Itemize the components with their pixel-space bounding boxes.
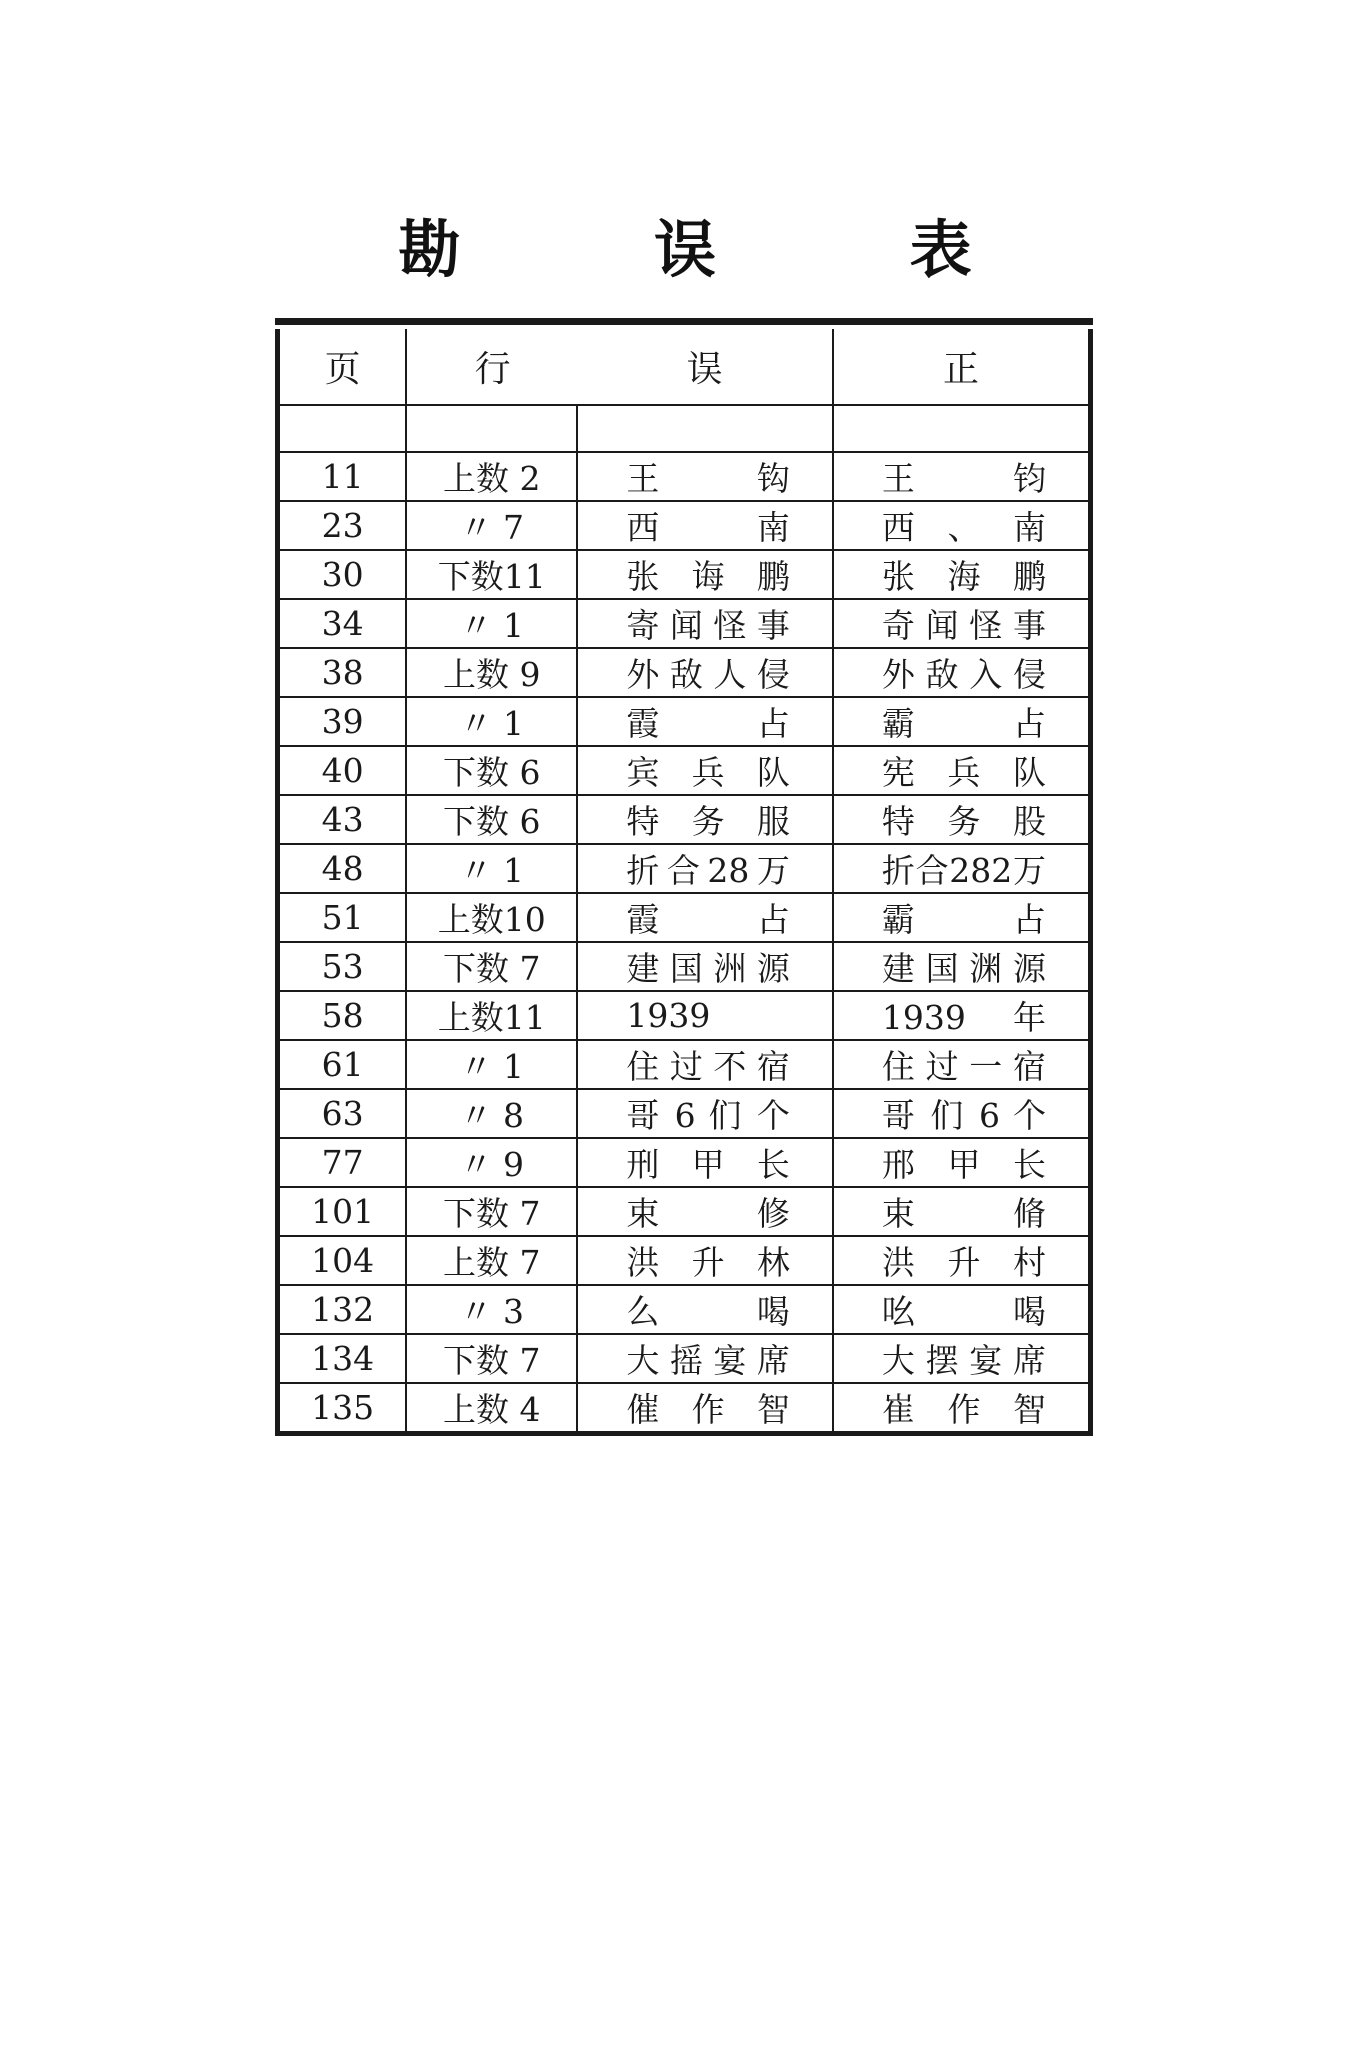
cell-wrong: 1939 — [577, 991, 833, 1040]
cell-wrong: 霞 占 — [577, 893, 833, 942]
table-row — [278, 746, 1091, 795]
cell-line: 〃 7 — [406, 501, 577, 550]
cell-page: 101 — [278, 1187, 407, 1236]
cell-line: 〃 1 — [406, 599, 577, 648]
cell-wrong: 霞 占 — [577, 697, 833, 746]
cell-right: 特 务 股 — [833, 795, 1091, 844]
table-row — [278, 1285, 1091, 1334]
cell-right: 张 海 鹏 — [833, 550, 1091, 599]
cell-line: 〃 8 — [406, 1089, 577, 1138]
header-line: 行 — [474, 349, 511, 390]
cell-wrong: 折合28万 — [577, 844, 833, 893]
cell-page: 77 — [278, 1138, 407, 1187]
cell-line: 上数 4 — [406, 1383, 577, 1434]
table-row — [278, 1236, 1091, 1285]
cell-line: 上数10 — [406, 893, 577, 942]
errata-table-container — [275, 318, 1093, 1436]
cell-right: 大摆宴席 — [833, 1334, 1091, 1383]
cell-wrong: 特 务 服 — [577, 795, 833, 844]
table-row — [278, 648, 1091, 697]
cell-page: 43 — [278, 795, 407, 844]
table-row — [278, 501, 1091, 550]
cell-line: 〃 3 — [406, 1285, 577, 1334]
cell-page: 132 — [278, 1285, 407, 1334]
cell-line: 下数 7 — [406, 1187, 577, 1236]
cell-page: 63 — [278, 1089, 407, 1138]
table-row — [278, 599, 1091, 648]
cell-wrong: 催 作 智 — [577, 1383, 833, 1434]
cell-right: 住过一宿 — [833, 1040, 1091, 1089]
table-row — [278, 1187, 1091, 1236]
table-row — [278, 1089, 1091, 1138]
cell-wrong: 刑 甲 长 — [577, 1138, 833, 1187]
cell-right: 折合282万 — [833, 844, 1091, 893]
cell-wrong: 建国洲源 — [577, 942, 833, 991]
header-row — [278, 329, 1091, 405]
header-right: 正 — [833, 329, 1091, 405]
table-row — [278, 1383, 1091, 1434]
table-row — [278, 1040, 1091, 1089]
page-title: 勘 误 表 — [398, 213, 1058, 286]
cell-right: 束 脩 — [833, 1187, 1091, 1236]
cell-right: 建国渊源 — [833, 942, 1091, 991]
cell-line: 上数 9 — [406, 648, 577, 697]
cell-wrong: 住过不宿 — [577, 1040, 833, 1089]
cell-wrong: 大摇宴席 — [577, 1334, 833, 1383]
cell-right: 洪 升 村 — [833, 1236, 1091, 1285]
cell-line: 上数 2 — [406, 452, 577, 501]
cell-page: 23 — [278, 501, 407, 550]
cell-page: 134 — [278, 1334, 407, 1383]
cell-wrong: 哥 6 们 个 — [577, 1089, 833, 1138]
table-row — [278, 1334, 1091, 1383]
header-page: 页 — [278, 329, 407, 405]
cell-right: 1939年 — [833, 991, 1091, 1040]
cell-wrong: 么 喝 — [577, 1285, 833, 1334]
cell-right: 哥 们 6 个 — [833, 1089, 1091, 1138]
cell-right: 霸 占 — [833, 697, 1091, 746]
table-row — [278, 991, 1091, 1040]
header-line-wrong — [406, 329, 833, 405]
table-row — [278, 893, 1091, 942]
cell-page: 104 — [278, 1236, 407, 1285]
cell-line: 下数11 — [406, 550, 577, 599]
cell-page: 34 — [278, 599, 407, 648]
cell-page: 11 — [278, 452, 407, 501]
cell-line: 上数11 — [406, 991, 577, 1040]
table-row — [278, 1138, 1091, 1187]
cell-page: 58 — [278, 991, 407, 1040]
cell-line: 〃 1 — [406, 1040, 577, 1089]
cell-page: 30 — [278, 550, 407, 599]
cell-right: 西、南 — [833, 501, 1091, 550]
top-rule — [275, 318, 1093, 325]
cell-line: 上数 7 — [406, 1236, 577, 1285]
table-row — [278, 795, 1091, 844]
cell-page: 61 — [278, 1040, 407, 1089]
cell-wrong: 洪 升 林 — [577, 1236, 833, 1285]
cell-page: 48 — [278, 844, 407, 893]
cell-right: 崔 作 智 — [881, 1390, 1046, 1430]
cell-line: 〃 1 — [406, 844, 577, 893]
cell-wrong: 张 诲 鹏 — [577, 550, 833, 599]
spacer-row — [278, 405, 1091, 452]
cell-right: 奇闻怪事 — [833, 599, 1091, 648]
cell-page: 135 — [278, 1383, 407, 1434]
table-row — [278, 452, 1091, 501]
cell-page: 38 — [278, 648, 407, 697]
cell-line: 下数 6 — [406, 746, 577, 795]
cell-line: 下数 7 — [406, 1334, 577, 1383]
cell-wrong: 宾 兵 队 — [577, 746, 833, 795]
table-row — [278, 550, 1091, 599]
errata-table — [275, 329, 1093, 1436]
cell-wrong: 西 南 — [577, 501, 833, 550]
cell-page: 51 — [278, 893, 407, 942]
cell-wrong: 王 钩 — [577, 452, 833, 501]
table-row — [278, 697, 1091, 746]
cell-right: 外敌入侵 — [833, 648, 1091, 697]
table-row — [278, 942, 1091, 991]
cell-page: 39 — [278, 697, 407, 746]
cell-right: 吆 喝 — [833, 1285, 1091, 1334]
cell-page: 53 — [278, 942, 407, 991]
cell-right: 宪 兵 队 — [833, 746, 1091, 795]
cell-wrong: 外敌人侵 — [577, 648, 833, 697]
cell-wrong: 寄闻怪事 — [577, 599, 833, 648]
table-row — [278, 844, 1091, 893]
errata-body — [278, 405, 1091, 1434]
cell-right: 霸 占 — [833, 893, 1091, 942]
cell-right: 王 钧 — [833, 452, 1091, 501]
cell-wrong: 束 修 — [577, 1187, 833, 1236]
cell-page: 40 — [278, 746, 407, 795]
cell-line: 〃 9 — [406, 1138, 577, 1187]
cell-line: 〃 1 — [406, 697, 577, 746]
header-wrong: 误 — [686, 349, 723, 390]
cell-line: 下数 6 — [406, 795, 577, 844]
cell-line: 下数 7 — [406, 942, 577, 991]
cell-right: 邢 甲 长 — [833, 1138, 1091, 1187]
